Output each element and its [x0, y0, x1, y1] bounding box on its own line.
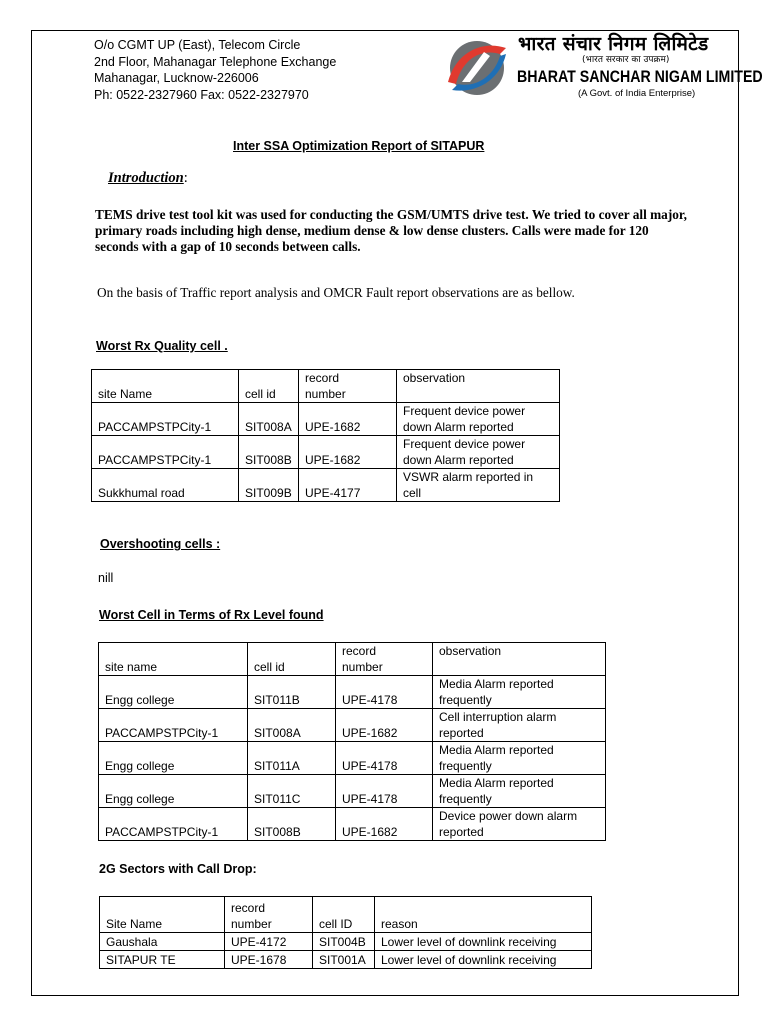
table-row — [92, 403, 560, 436]
table-cell: Cell interruption alarm reported — [433, 709, 606, 742]
header-cell: record number — [299, 370, 397, 403]
header-cell: site name — [99, 643, 248, 676]
table-cell: Frequent device power down Alarm reported — [397, 403, 560, 436]
table-cell: Device power down alarm reported — [433, 808, 606, 841]
table-cell: SITAPUR TE — [100, 951, 225, 969]
table-cell: UPE-1682 — [299, 436, 397, 469]
table-cell: Gaushala — [100, 933, 225, 951]
bsnl-logo — [442, 30, 763, 105]
table-cell: SIT009B — [239, 469, 299, 502]
table-row — [99, 808, 606, 841]
header-cell: record number — [225, 897, 313, 933]
worst-rx-quality-heading: Worst Rx Quality cell . — [96, 339, 228, 353]
header-cell: cell id — [248, 643, 336, 676]
header-cell: record number — [336, 643, 433, 676]
logo-hindi-subtitle: (भारत सरकार का उपक्रम) — [582, 55, 670, 65]
bsnl-emblem-icon — [442, 34, 512, 100]
table-header-row — [100, 897, 592, 933]
table-row — [99, 742, 606, 775]
table-cell: UPE-1682 — [336, 709, 433, 742]
address-line-3: Mahanagar, Lucknow-226006 — [94, 71, 259, 86]
table-row — [100, 951, 592, 969]
worst-rx-level-heading: Worst Cell in Terms of Rx Level found — [99, 608, 324, 622]
address-line-4: Ph: 0522-2327960 Fax: 0522-2327970 — [94, 88, 309, 103]
table-cell: SIT008A — [239, 403, 299, 436]
overshooting-cells-heading: Overshooting cells : — [100, 537, 221, 551]
table-cell: UPE-4172 — [225, 933, 313, 951]
table-cell: UPE-4178 — [336, 676, 433, 709]
header-cell: site Name — [92, 370, 239, 403]
table-cell: SIT001A — [313, 951, 375, 969]
table-cell: VSWR alarm reported in cell — [397, 469, 560, 502]
logo-hindi-name: भारत संचार निगम लिमिटेड — [518, 33, 709, 55]
table-row — [99, 775, 606, 808]
header-cell: cell id — [239, 370, 299, 403]
table-cell: PACCAMPSTPCity-1 — [99, 808, 248, 841]
header-cell: observation — [433, 643, 606, 676]
header-cell: observation — [397, 370, 560, 403]
table-header-row — [92, 370, 560, 403]
header-cell: cell ID — [313, 897, 375, 933]
address-line-1: O/o CGMT UP (East), Telecom Circle — [94, 38, 301, 52]
header-cell: Site Name — [100, 897, 225, 933]
table-cell: Lower level of downlink receiving — [375, 933, 592, 951]
table-cell: Engg college — [99, 775, 248, 808]
table-row — [99, 709, 606, 742]
table-cell: SIT004B — [313, 933, 375, 951]
table-cell: Sukkhumal road — [92, 469, 239, 502]
table-cell: Lower level of downlink receiving — [375, 951, 592, 969]
header-cell: reason — [375, 897, 592, 933]
table-cell: UPE-1682 — [299, 403, 397, 436]
worst-rx-quality-table — [91, 369, 560, 502]
table-row — [92, 436, 560, 469]
introduction-label: Introduction — [108, 170, 184, 186]
table-cell: PACCAMPSTPCity-1 — [92, 436, 239, 469]
table-cell: Engg college — [99, 742, 248, 775]
table-cell: SIT011A — [248, 742, 336, 775]
report-title: Inter SSA Optimization Report of SITAPUR — [233, 139, 485, 153]
office-address — [94, 37, 336, 104]
logo-english-subtitle: (A Govt. of India Enterprise) — [578, 88, 696, 99]
table-cell: PACCAMPSTPCity-1 — [99, 709, 248, 742]
table-cell: PACCAMPSTPCity-1 — [92, 403, 239, 436]
introduction-heading — [108, 170, 188, 187]
call-drop-table — [99, 896, 592, 969]
address-line-2: 2nd Floor, Mahanagar Telephone Exchange — [94, 54, 337, 69]
table-row — [100, 933, 592, 951]
basis-paragraph: On the basis of Traffic report analysis and OMCR Fault report observations are as bellow. — [97, 285, 575, 300]
introduction-paragraph: TEMS drive test tool kit was used for conducting the GSM/UMTS drive test. We tried to cover all major, primary roads including high dense, medium dense & low dense clusters. Calls were made for 120 seconds with a gap of 10 seconds between calls. — [95, 207, 687, 254]
table-cell: SIT008B — [248, 808, 336, 841]
table-cell: Engg college — [99, 676, 248, 709]
table-cell: UPE-1682 — [336, 808, 433, 841]
table-cell: UPE-4178 — [336, 775, 433, 808]
table-cell: Frequent device power down Alarm reported — [397, 436, 560, 469]
table-cell: SIT008B — [239, 436, 299, 469]
table-cell: Media Alarm reported frequently — [433, 676, 606, 709]
table-cell: Media Alarm reported frequently — [433, 742, 606, 775]
table-cell: SIT008A — [248, 709, 336, 742]
table-row — [99, 676, 606, 709]
table-cell: UPE-4178 — [336, 742, 433, 775]
logo-english-name: BHARAT SANCHAR NIGAM LIMITED — [517, 68, 763, 86]
table-cell: SIT011C — [248, 775, 336, 808]
call-drop-heading: 2G Sectors with Call Drop: — [99, 862, 257, 876]
table-cell: SIT011B — [248, 676, 336, 709]
introduction-colon: : — [183, 170, 188, 186]
table-cell: UPE-4177 — [299, 469, 397, 502]
table-cell: Media Alarm reported frequently — [433, 775, 606, 808]
table-cell: UPE-1678 — [225, 951, 313, 969]
overshooting-cells-value: nill — [98, 571, 114, 585]
table-header-row — [99, 643, 606, 676]
worst-rx-level-table — [98, 642, 606, 841]
table-row — [92, 469, 560, 502]
